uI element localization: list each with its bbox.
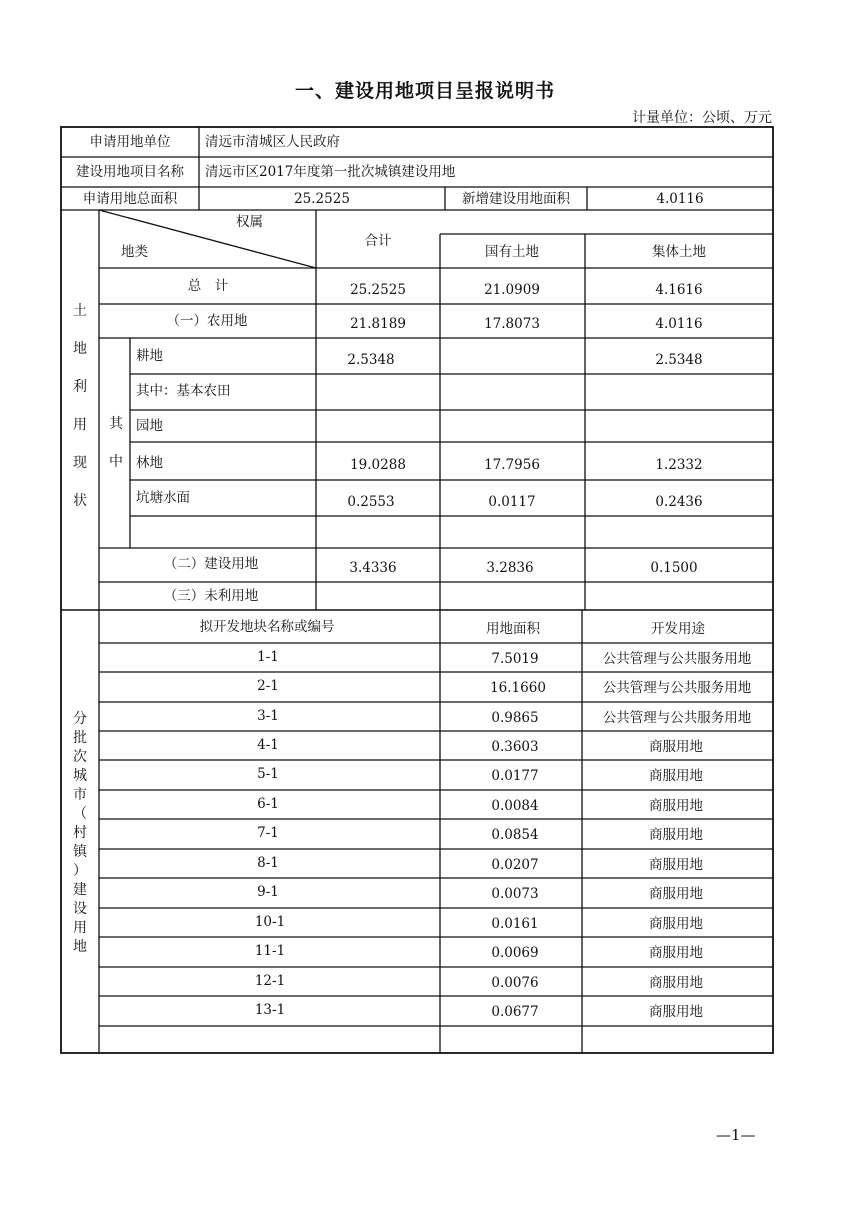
diag-header-ownership: 权属 [236, 214, 263, 230]
cell-collective: 1.2332 [655, 457, 703, 473]
parcel-id: 2-1 [257, 678, 279, 694]
parcel-use: 商服用地 [649, 768, 703, 784]
parcel-id: 7-1 [257, 825, 279, 841]
parcel-use: 公共管理与公共服务用地 [602, 680, 752, 696]
total-area-value: 25.2525 [294, 191, 350, 207]
parcel-use: 公共管理与公共服务用地 [602, 710, 752, 726]
parcel-use: 商服用地 [649, 916, 703, 932]
unit-note: 计量单位：公顷、万元 [632, 110, 772, 126]
cell-total: 2.5348 [347, 352, 395, 368]
cell-collective: 0.2436 [655, 494, 703, 510]
total-area-label: 申请用地总面积 [82, 191, 178, 207]
cell-state: 21.0909 [484, 282, 540, 298]
parcel-use: 商服用地 [649, 739, 703, 755]
col-state-header: 国有土地 [485, 244, 539, 260]
page-title: 一、建设用地项目呈报说明书 [294, 80, 555, 102]
cell-total: 0.2553 [347, 494, 395, 510]
page-number: —1— [716, 1126, 756, 1144]
cell-state: 17.7956 [484, 457, 540, 473]
cell-total: 25.2525 [350, 282, 406, 298]
cell-total: 21.8189 [350, 316, 406, 332]
parcel-use: 公共管理与公共服务用地 [602, 651, 752, 667]
parcel-area: 0.0069 [491, 945, 539, 961]
parcel-id: 12-1 [254, 973, 286, 989]
cell-collective: 2.5348 [655, 352, 703, 368]
parcel-id: 11-1 [254, 943, 286, 959]
row-label-farmland: 耕地 [136, 348, 163, 364]
parcel-id: 6-1 [257, 796, 279, 812]
project-label: 建设用地项目名称 [76, 164, 184, 180]
parcel-id: 5-1 [257, 766, 279, 782]
parcel-id: 3-1 [257, 708, 279, 724]
row-label-total: 总 计 [187, 278, 229, 294]
row-label-pond: 坑塘水面 [136, 490, 190, 506]
parcel-use: 商服用地 [649, 945, 703, 961]
row-label-unused: （三）未利用地 [163, 588, 259, 604]
parcel-area: 0.0177 [491, 768, 539, 784]
parcel-area: 0.9865 [491, 710, 539, 726]
parcel-area: 0.0076 [491, 975, 539, 991]
qizhong-label: 其 中 [109, 416, 123, 470]
parcel-area: 7.5019 [491, 651, 539, 667]
parcel-id: 9-1 [257, 884, 279, 900]
cell-total: 19.0288 [350, 457, 406, 473]
land-use-section-label: 土 地 利 用 现 状 [73, 303, 87, 509]
parcel-id: 4-1 [257, 737, 279, 753]
cell-state: 0.0117 [488, 494, 536, 510]
parcel-id: 1-1 [257, 649, 279, 665]
row-label-construction: （二）建设用地 [163, 556, 259, 572]
col-total-header: 合计 [364, 233, 392, 249]
new-area-value: 4.0116 [656, 191, 704, 207]
parcel-area: 0.0073 [491, 886, 539, 902]
parcel-area: 0.3603 [491, 739, 539, 755]
row-label-garden: 园地 [136, 418, 163, 434]
row-label-basic-farmland: 其中：基本农田 [136, 383, 231, 399]
cell-collective: 4.0116 [655, 316, 703, 332]
parcel-area: 0.0854 [491, 827, 539, 843]
cell-total: 3.4336 [349, 560, 397, 576]
row-label-forest: 林地 [136, 455, 163, 471]
parcel-id: 10-1 [254, 914, 286, 930]
applicant-label: 申请用地单位 [89, 134, 171, 150]
parcel-area: 0.0084 [491, 798, 539, 814]
cell-state: 17.8073 [484, 316, 540, 332]
new-area-label: 新增建设用地面积 [462, 191, 570, 207]
parcel-area: 16.1660 [490, 680, 546, 696]
applicant-value: 清远市清城区人民政府 [205, 134, 340, 150]
parcel-area: 0.0161 [491, 916, 539, 932]
cell-collective: 4.1616 [655, 282, 703, 298]
batch-section-label: 分 批 次 城 市 （ 村 镇 ） 建 设 用 地 [73, 711, 87, 955]
parcel-area: 0.0207 [491, 857, 539, 873]
cell-collective: 0.1500 [650, 560, 698, 576]
parcel-use: 商服用地 [649, 1004, 703, 1020]
parcel-area: 0.0677 [491, 1004, 539, 1020]
project-value: 清远市区2017年度第一批次城镇建设用地 [205, 164, 456, 180]
parcel-id: 8-1 [257, 855, 279, 871]
col-collective-header: 集体土地 [652, 244, 706, 260]
parcel-id: 13-1 [254, 1002, 286, 1018]
cell-state: 3.2836 [486, 560, 534, 576]
diag-header-landtype: 地类 [121, 244, 148, 260]
parcel-use: 商服用地 [649, 798, 703, 814]
col-area-header: 用地面积 [486, 621, 540, 637]
parcel-use: 商服用地 [649, 975, 703, 991]
parcel-use: 商服用地 [649, 827, 703, 843]
col-parcel-header: 拟开发地块名称或编号 [199, 619, 335, 635]
parcel-use: 商服用地 [649, 886, 703, 902]
parcel-use: 商服用地 [649, 857, 703, 873]
col-use-header: 开发用途 [651, 621, 705, 637]
row-label-agri: （一）农用地 [166, 313, 248, 329]
